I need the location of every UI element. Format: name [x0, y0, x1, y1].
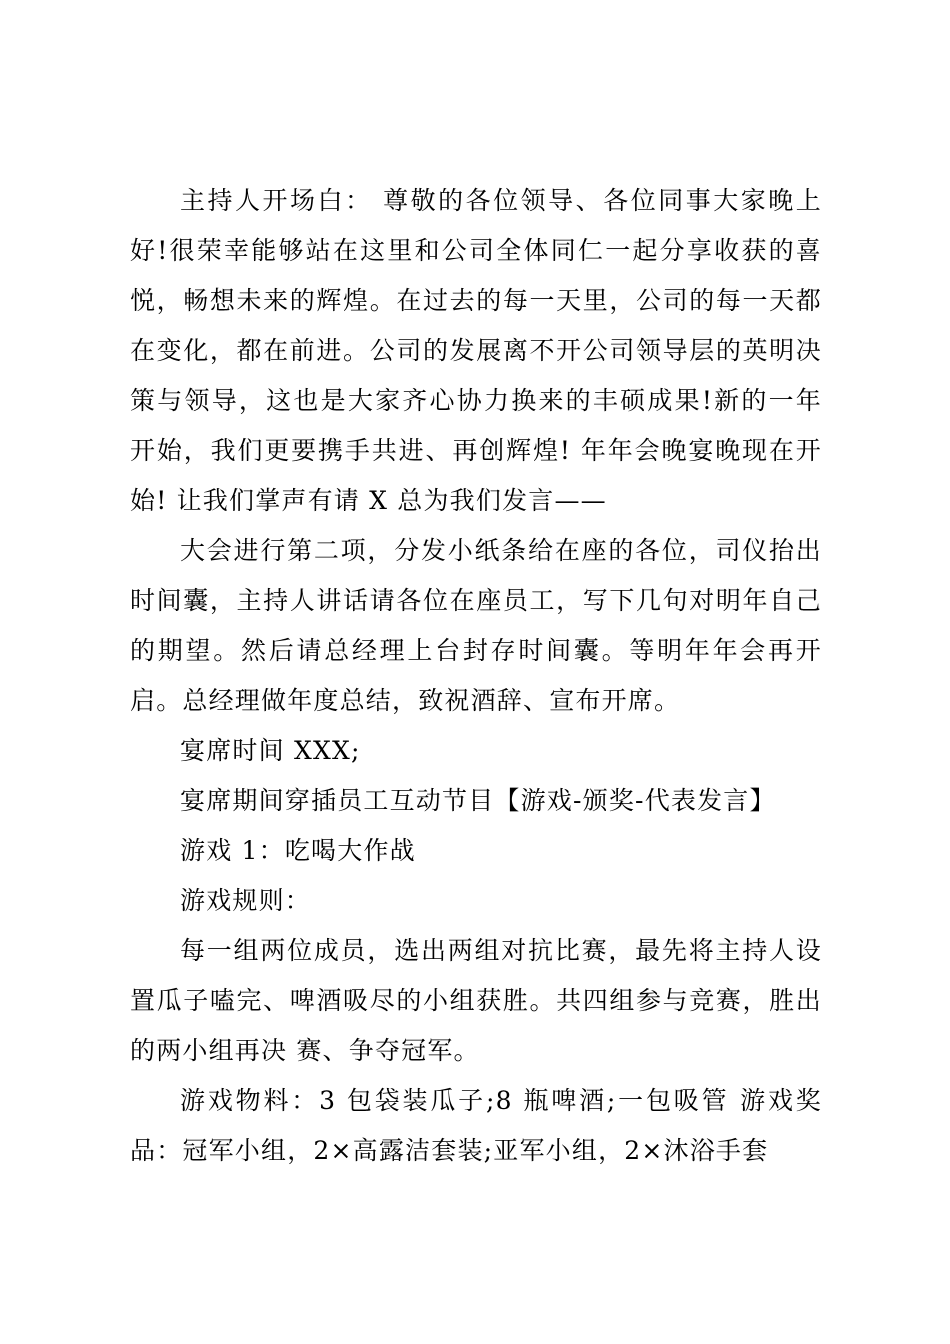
opening-speech-paragraph: 主持人开场白： 尊敬的各位领导、各位同事大家晚上好!很荣幸能够站在这里和公司全体同仁一起分享收获的喜悦，畅想未来的辉煌。在过去的每一天里，公司的每一天都在变化，都在前进。公司的发展离不开公司领导层的英明决策与领导，这也是大家齐心协力换来的丰硕成果!新的一年开始，我们更要携手共进、再创辉煌! 年年会晚宴晚现在开始! 让我们掌声有请 X 总为我们发言——	[130, 186, 822, 515]
game-rules-paragraph: 每一组两位成员，选出两组对抗比赛，最先将主持人设置瓜子嗑完、啤酒吸尽的小组获胜。共四组参与竞赛，胜出的两小组再决 赛、争夺冠军。	[130, 936, 822, 1065]
document-page	[130, 176, 822, 1176]
game-rules-heading: 游戏规则：	[180, 886, 312, 915]
banquet-time-line: 宴席时间 XXX;	[180, 736, 361, 765]
second-item-paragraph: 大会进行第二项，分发小纸条给在座的各位，司仪抬出时间囊，主持人讲话请各位在座员工，写下几句对明年自己的期望。然后请总经理上台封存时间囊。等明年年会再开启。总经理做年度总结，致祝酒辞、宣布开席。	[130, 536, 822, 715]
banquet-program-line: 宴席期间穿插员工互动节目【游戏-颁奖-代表发言】	[180, 786, 776, 815]
game-title-line: 游戏 1：吃喝大作战	[180, 836, 416, 865]
game-materials-paragraph: 游戏物料：3 包袋装瓜子;8 瓶啤酒;一包吸管 游戏奖品：冠军小组，2×高露洁套装;亚军小组，2×沐浴手套	[130, 1086, 822, 1165]
